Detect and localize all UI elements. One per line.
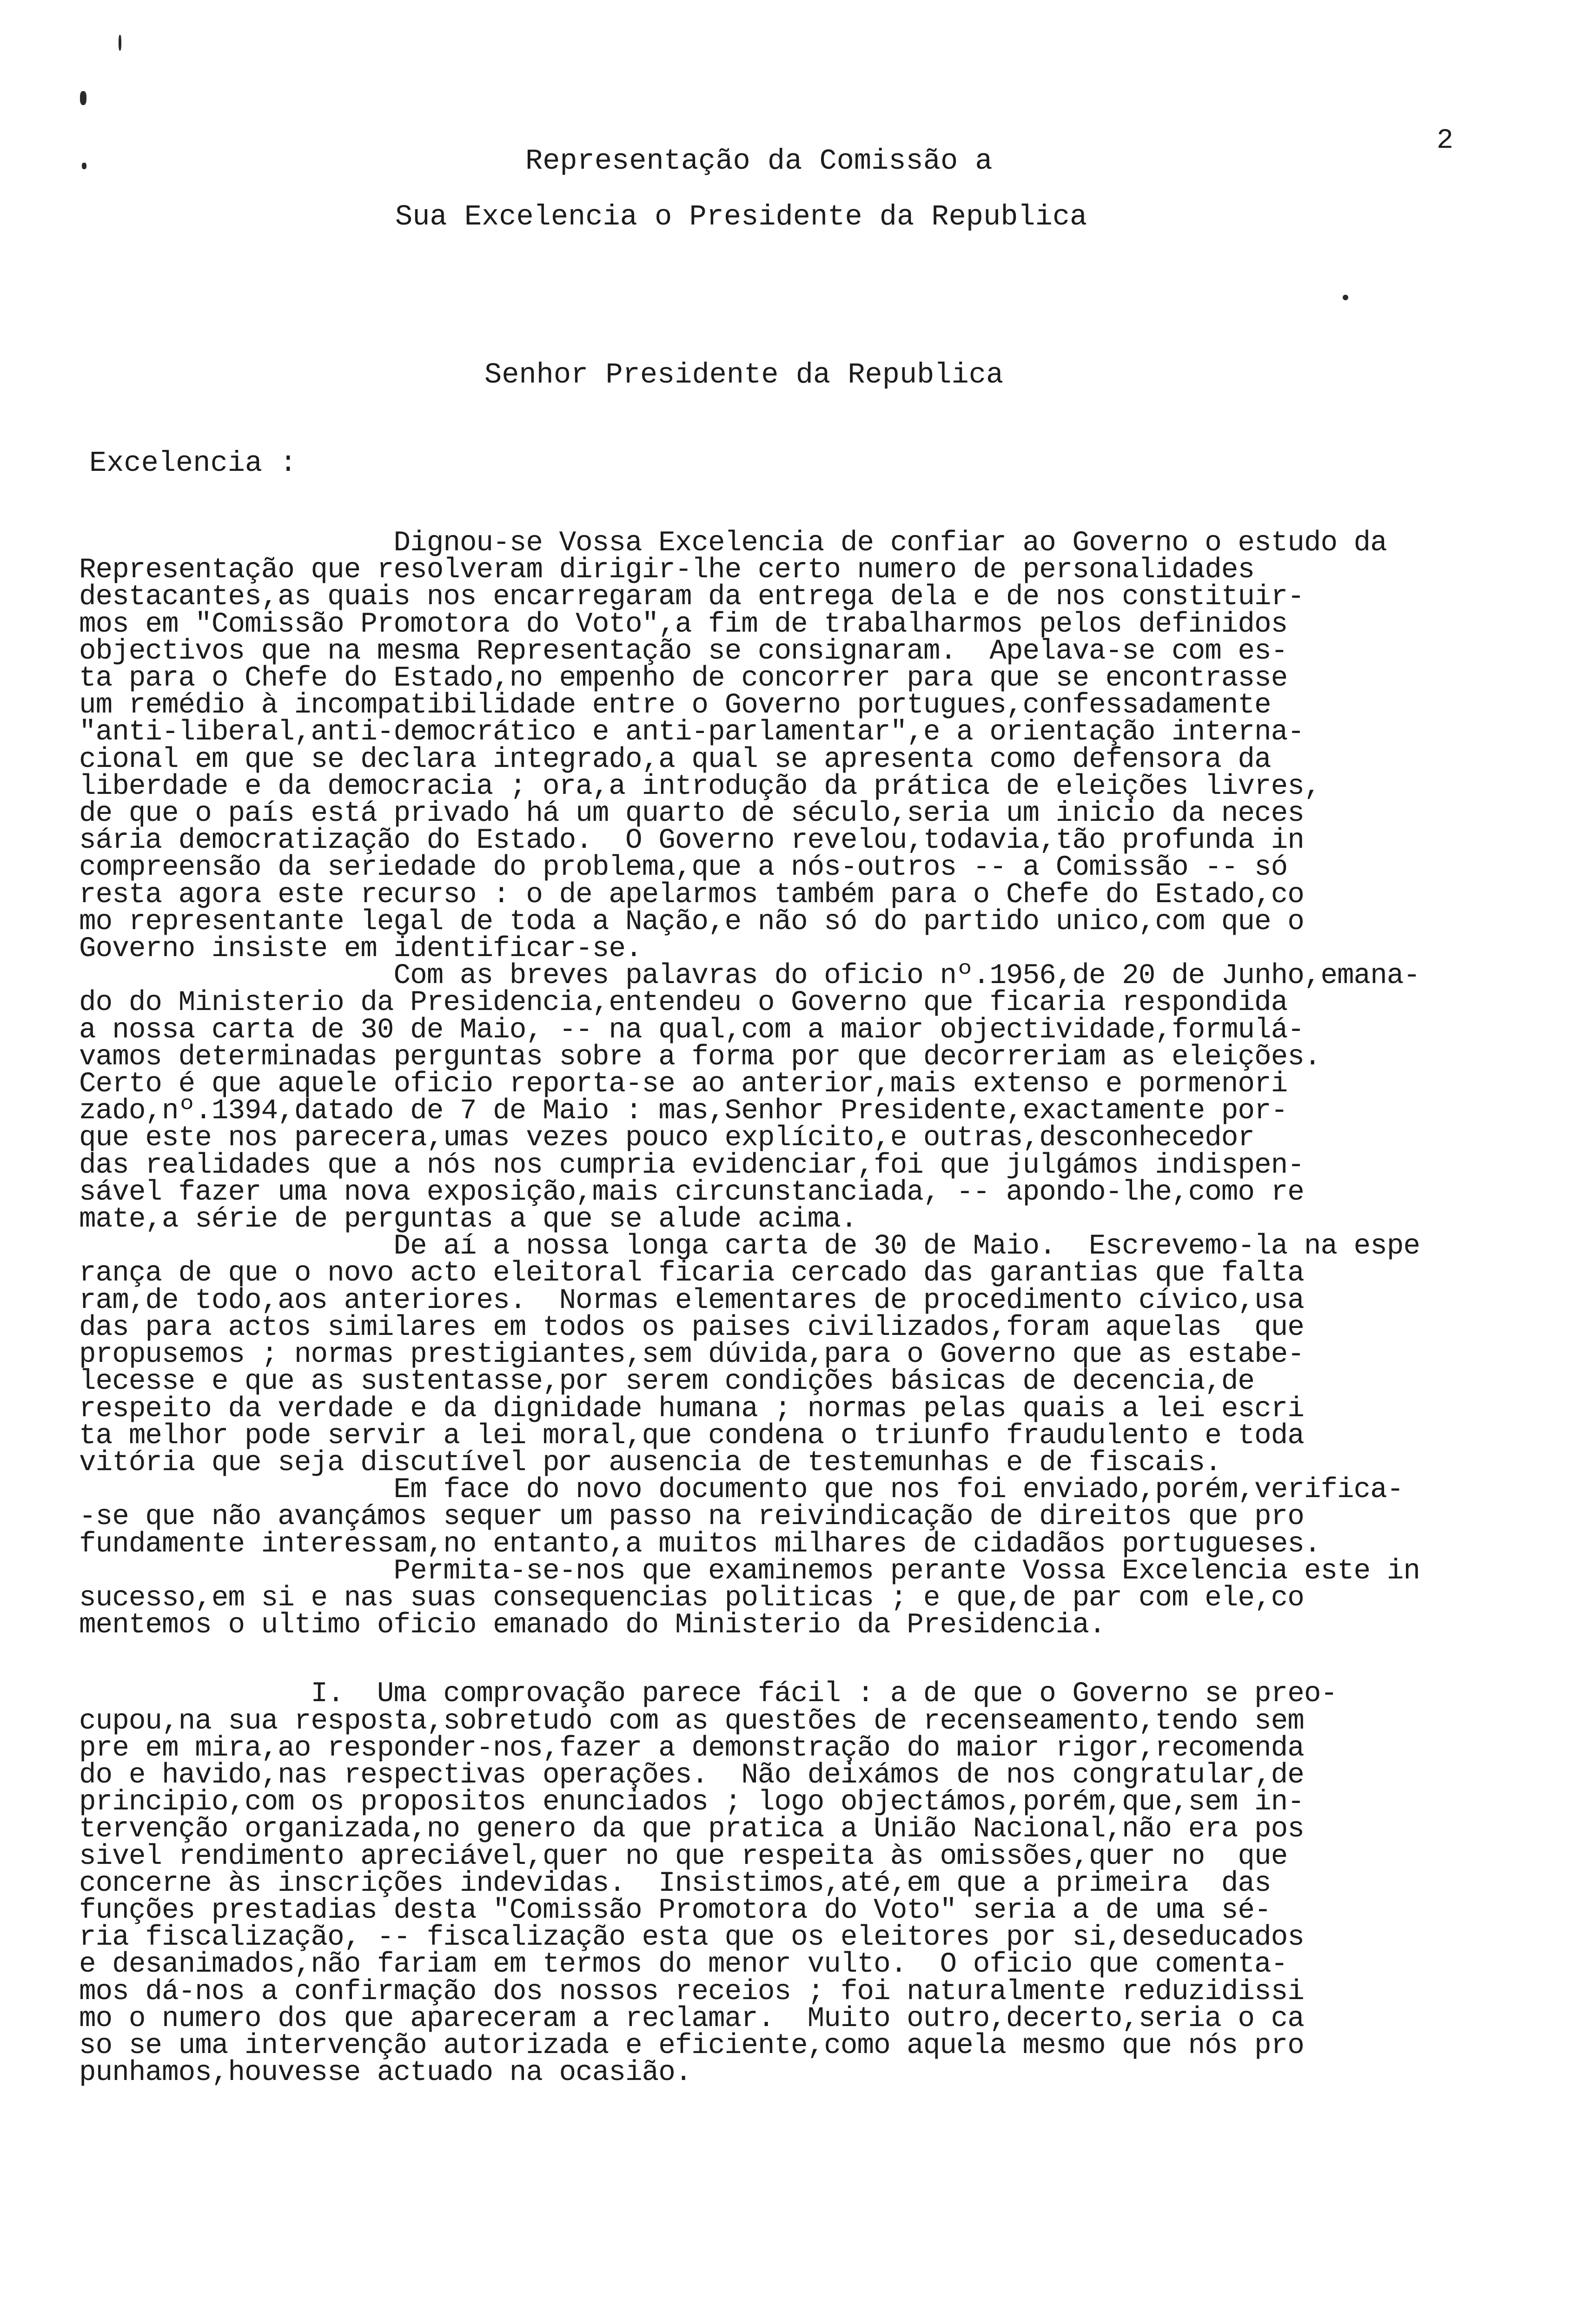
- body-line: rança de que o novo acto eleitoral ficaria cercado das garantias que falta: [79, 1257, 1304, 1290]
- body-line: ram,de todo,aos anteriores. Normas elementares de procedimento cívico,usa: [79, 1284, 1304, 1317]
- body-line: cional em que se declara integrado,a qual se apresenta como defensora da: [79, 743, 1271, 776]
- body-line: Governo insiste em identificar-se.: [79, 933, 642, 965]
- heading-line-2: Sua Excelencia o Presidente da Republica: [395, 200, 1087, 233]
- letter-body: [79, 527, 1488, 2089]
- body-line: destacantes,as quais nos encarregaram da entrega dela e de nos constituir-: [79, 581, 1304, 614]
- body-line: Certo é que aquele oficio reporta-se ao anterior,mais extenso e pormenori: [79, 1068, 1288, 1101]
- body-line: Permita-se-nos que examinemos perante Vossa Excelencia este in: [79, 1555, 1420, 1587]
- body-line: sária democratização do Estado. O Governo revelou,todavia,tão profunda in: [79, 825, 1304, 857]
- body-line: mos dá-nos a confirmação dos nossos receios ; foi naturalmente reduzidissi: [79, 1975, 1304, 2008]
- body-line: cupou,na sua resposta,sobretudo com as questões de recenseamento,tendo sem: [79, 1705, 1304, 1737]
- body-line: sivel rendimento apreciável,quer no que respeita às omissões,quer no que: [79, 1840, 1288, 1873]
- body-line: vitória que seja discutível por ausencia de testemunhas e de fiscais.: [79, 1446, 1221, 1479]
- scan-mark: [82, 163, 86, 169]
- body-line: um remédio à incompatibilidade entre o Governo portugues,confessadamente: [79, 689, 1271, 722]
- body-line: mo representante legal de toda a Nação,e não só do partido unico,com que o: [79, 905, 1304, 938]
- heading-line-1: Representação da Comissão a: [525, 145, 993, 178]
- body-line: ria fiscalização, -- fiscalização esta que os eleitores por si,deseducados: [79, 1921, 1304, 1954]
- body-line: principio,com os propositos enunciados ; logo objectámos,porém,que,sem in-: [79, 1786, 1304, 1819]
- body-line: Dignou-se Vossa Excelencia de confiar ao Governo o estudo da: [79, 527, 1387, 559]
- body-line: fundamente interessam,no entanto,a muitos milhares de cidadãos portugueses.: [79, 1528, 1321, 1560]
- scan-mark: [80, 91, 86, 105]
- body-line: mate,a série de perguntas a que se alude acima.: [79, 1203, 857, 1236]
- body-line: De aí a nossa longa carta de 30 de Maio. Escrevemo-la na espe: [79, 1230, 1420, 1263]
- body-line: Com as breves palavras do oficio nº.1956,de 20 de Junho,emana-: [79, 960, 1420, 992]
- body-line: punhamos,houvesse actuado na ocasião.: [79, 2057, 692, 2089]
- body-line: ta melhor pode servir a lei moral,que condena o triunfo fraudulento e toda: [79, 1419, 1304, 1452]
- body-line: das para actos similares em todos os paises civilizados,foram aquelas que: [79, 1311, 1304, 1344]
- body-line: do do Ministerio da Presidencia,entendeu o Governo que ficaria respondida: [79, 987, 1288, 1019]
- page-number: 2: [1437, 125, 1454, 157]
- body-line: lecesse e que as sustentasse,por serem condições básicas de decencia,de: [79, 1366, 1255, 1398]
- body-line: resta agora este recurso : o de apelarmos também para o Chefe do Estado,co: [79, 878, 1304, 911]
- paragraph-gap: [79, 1639, 1488, 1681]
- body-line: sável fazer uma nova exposição,mais circunstanciada, -- apondo-lhe,como re: [79, 1176, 1304, 1208]
- scan-mark: [119, 35, 121, 51]
- body-line: concerne às inscrições indevidas. Insistimos,até,em que a primeira das: [79, 1867, 1271, 1900]
- body-line: mentemos o ultimo oficio emanado do Ministerio da Presidencia.: [79, 1609, 1106, 1642]
- body-line: respeito da verdade e da dignidade humana ; normas pelas quais a lei escri: [79, 1393, 1304, 1425]
- body-line: so se uma intervenção autorizada e eficiente,como aquela mesmo que nós pro: [79, 2029, 1304, 2062]
- body-line: Representação que resolveram dirigir-lhe certo numero de personalidades: [79, 554, 1255, 587]
- scan-mark: [1343, 295, 1348, 300]
- body-line: objectivos que na mesma Representação se consignaram. Apelava-se com es-: [79, 635, 1288, 667]
- body-line: funções prestadias desta "Comissão Promotora do Voto" seria a de uma sé-: [79, 1894, 1271, 1927]
- body-line: mo o numero dos que apareceram a reclamar. Muito outro,decerto,seria o ca: [79, 2002, 1304, 2035]
- body-line: liberdade e da democracia ; ora,a introdução da prática de eleições livres,: [79, 770, 1321, 803]
- body-line: pre em mira,ao responder-nos,fazer a demonstração do maior rigor,recomenda: [79, 1732, 1304, 1764]
- greeting: Excelencia :: [89, 447, 297, 480]
- body-line: -se que não avançámos sequer um passo na reivindicação de direitos que pro: [79, 1501, 1304, 1533]
- body-line: a nossa carta de 30 de Maio, -- na qual,com a maior objectividade,formulá-: [79, 1014, 1304, 1046]
- body-line: "anti-liberal,anti-democrático e anti-parlamentar",e a orientação interna-: [79, 716, 1304, 749]
- body-line: vamos determinadas perguntas sobre a forma por que decorreriam as eleições.: [79, 1041, 1321, 1073]
- body-line: compreensão da seriedade do problema,que a nós-outros -- a Comissão -- só: [79, 852, 1288, 884]
- body-line: mos em "Comissão Promotora do Voto",a fim de trabalharmos pelos definidos: [79, 608, 1288, 640]
- salutation: Senhor Presidente da Republica: [484, 358, 1004, 391]
- body-line: das realidades que a nós nos cumpria evidenciar,foi que julgámos indispen-: [79, 1149, 1304, 1182]
- body-line: que este nos parecera,umas vezes pouco explícito,e outras,desconhecedor: [79, 1122, 1255, 1155]
- body-line: tervenção organizada,no genero da que pratica a União Nacional,não era pos: [79, 1813, 1304, 1846]
- body-line: Em face do novo documento que nos foi enviado,porém,verifica-: [79, 1474, 1404, 1506]
- body-line: I. Uma comprovação parece fácil : a de que o Governo se preo-: [79, 1678, 1338, 1710]
- body-line: e desanimados,não fariam em termos do menor vulto. O oficio que comenta-: [79, 1948, 1288, 1981]
- body-line: do e havido,nas respectivas operações. Não deixámos de nos congratular,de: [79, 1759, 1304, 1791]
- body-line: propusemos ; normas prestigiantes,sem dúvida,para o Governo que as estabe-: [79, 1339, 1304, 1371]
- body-line: zado,nº.1394,datado de 7 de Maio : mas,Senhor Presidente,exactamente por-: [79, 1095, 1288, 1128]
- body-line: de que o país está privado há um quarto de século,seria um inicio da neces: [79, 798, 1304, 830]
- body-line: sucesso,em si e nas suas consequencias politicas ; e que,de par com ele,co: [79, 1582, 1304, 1614]
- body-line: ta para o Chefe do Estado,no empenho de concorrer para que se encontrasse: [79, 662, 1288, 695]
